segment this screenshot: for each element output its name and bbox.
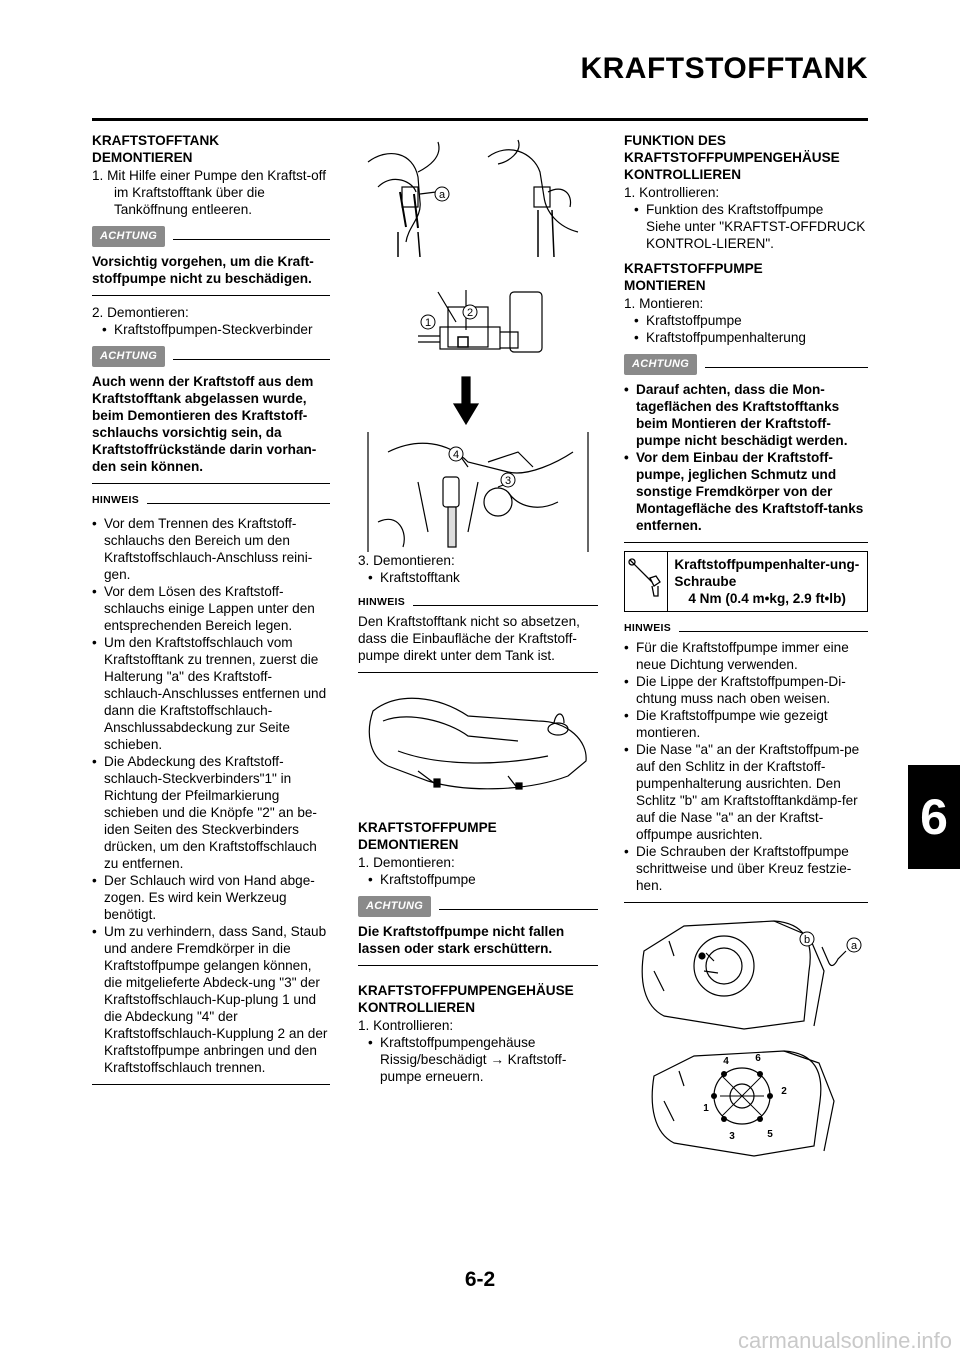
callout-2: 2	[466, 307, 474, 319]
achtung-box-2	[92, 346, 330, 484]
achtung-box-4	[624, 354, 868, 543]
achtung-box-3	[358, 896, 598, 966]
step-install-1: 1. Montieren:	[624, 296, 704, 311]
hinweis-item: • Die Lippe der Kraftstoffpumpen-Di-chtung muss nach oben weisen.	[624, 673, 868, 707]
hinweis-item: • Vor dem Trennen des Kraftstoff-schlauchs den Bereich um den Kraftstoffschlauch-Anschluss reini-gen.	[92, 515, 330, 583]
watermark: carmanualsonline.info	[737, 1328, 952, 1353]
step-install-1-bullet: • Kraftstoffpumpe	[624, 312, 868, 329]
hinweis-item: • Die Kraftstoffpumpe wie gezeigt montieren.	[624, 707, 868, 741]
step-check-1: 1. Kontrollieren:	[358, 1018, 454, 1033]
column-middle	[358, 132, 598, 1085]
achtung-box-1	[92, 226, 330, 296]
achtung-text: Vorsichtig vorgehen, um die Kraft-stoffpumpe nicht zu beschädigen.	[92, 254, 314, 286]
bolt-order-4: 4	[723, 1056, 729, 1067]
achtung-text: Die Kraftstoffpumpe nicht fallen lassen oder stark erschüttern.	[358, 924, 565, 956]
torque-item-name: Kraftstoffpumpenhalter-ung-Schraube	[674, 557, 860, 589]
section-heading-housing-check: KRAFTSTOFFPUMPENGEHÄUSE KONTROLLIEREN	[358, 983, 574, 1015]
step-3: 3. Demontieren:	[358, 553, 455, 568]
step-pump-1-bullet: • Kraftstoffpumpe	[358, 871, 598, 888]
bolt-order-1: 1	[703, 1103, 709, 1114]
page-title: KRAFTSTOFFTANK	[580, 52, 868, 85]
hinweis-box-2	[358, 594, 598, 673]
achtung-label: ACHTUNG	[92, 346, 165, 367]
column-right	[624, 132, 868, 1161]
hinweis-item: • Für die Kraftstoffpumpe immer eine neue Dichtung verwenden.	[624, 639, 868, 673]
column-left	[92, 132, 330, 1093]
step-pump-1: 1. Demontieren:	[358, 855, 455, 870]
bolt-order-2: 2	[781, 1086, 787, 1097]
hinweis-item: • Um zu verhindern, dass Sand, Staub und andere Fremdkörper in die Kraftstoffpumpe gelangen können, die mitgelieferte Abdeck-ung "3" der Kraftstoffschlauch-Kup-plung 1 und die Abdeckung "4" der Kraftstoffschlauch-Kupplung 2 an der Kraftstoffpumpe anbringen und den Kraftstoffschlauch trennen.	[92, 923, 330, 1076]
achtung-text: Auch wenn der Kraftstoff aus dem Kraftstofftank abgelassen wurde, beim Demontieren des Kraftstoff-schlauchs vorsichtig sein, da Kraftstoffrückstände darin vorhan-den sein können.	[92, 374, 317, 474]
bolt-order-5: 5	[767, 1129, 773, 1140]
hinweis-label: HINWEIS	[358, 596, 406, 608]
hinweis-box-1	[92, 492, 330, 1085]
chapter-tab: 6	[908, 765, 960, 869]
callout-1: 1	[424, 317, 432, 329]
achtung-item: • Vor dem Einbau der Kraftstoff-pumpe, jeglichen Schmutz und sonstige Fremdkörper von der Montagefläche des Kraftstoff-tanks entfernen.	[624, 449, 868, 534]
step-install-1-bullet: • Kraftstoffpumpenhalterung	[624, 329, 868, 346]
achtung-label: ACHTUNG	[358, 896, 431, 917]
callout-a: a	[438, 189, 446, 201]
bolt-order-6: 6	[755, 1053, 761, 1064]
step-check-1-result: Rissig/beschädigt → Kraftstoff-pumpe erneuern.	[380, 1052, 567, 1084]
step-1: 1. Mit Hilfe einer Pumpe den Kraftst-off im Kraftstofftank über die Tanköffnung entleeren.	[92, 168, 326, 217]
step-function-1: 1. Kontrollieren:	[624, 185, 720, 200]
callout-3: 3	[504, 475, 512, 487]
hinweis-item: • Die Nase "a" an der Kraftstoffpum-pe auf den Schlitz in der Kraftstoff-pumpenhalterung ausrichten. Den Schlitz "b" am Kraftstofftankdämp-fer auf die Nase "a" an der Kraftst-offpumpe ausrichten.	[624, 741, 868, 843]
step-3-bullet: • Kraftstofftank	[358, 569, 598, 586]
section-heading-function-check: FUNKTION DES KRAFTSTOFFPUMPENGEHÄUSE KONTROLLIEREN	[624, 133, 840, 182]
hinweis-label: HINWEIS	[624, 622, 672, 634]
callout-b: b	[803, 934, 811, 946]
step-function-1-ref: Siehe unter "KRAFTST-OFFDRUCK KONTROL-LIEREN".	[646, 219, 866, 251]
torque-spec-box	[624, 551, 868, 612]
hinweis-item: • Um den Kraftstoffschlauch vom Kraftstofftank zu trennen, zuerst die Halterung "a" des Kraftstoff-schlauch-Anschlusses entfernen und dann die Kraftstoffschlauch-Anschlussabdeckung zur Seite schieben.	[92, 634, 330, 753]
step-check-1-bullet: • Kraftstoffpumpengehäuse	[358, 1034, 598, 1051]
hinweis-text: Den Kraftstofftank nicht so absetzen, dass die Einbaufläche der Kraftstoff-pumpe direkt unter dem Tank ist.	[358, 614, 580, 663]
section-heading-pump-install: KRAFTSTOFFPUMPE MONTIEREN	[624, 261, 763, 293]
torque-value: 4 Nm (0.4 m•kg, 2.9 ft•lb)	[688, 591, 846, 606]
torque-wrench-icon	[625, 552, 668, 611]
section-heading-pump-removal: KRAFTSTOFFPUMPE DEMONTIEREN	[358, 820, 497, 852]
step-2: 2. Demontieren:	[92, 305, 189, 320]
step-2-bullet: • Kraftstoffpumpen-Steckverbinder	[92, 321, 330, 338]
title-divider	[92, 118, 868, 121]
bolt-order-3: 3	[729, 1131, 735, 1142]
hinweis-item: • Der Schlauch wird von Hand abge-zogen. Es wird kein Werkzeug benötigt.	[92, 872, 330, 923]
page-number: 6-2	[464, 1268, 496, 1291]
step-function-1-bullet: • Funktion des Kraftstoffpumpe	[624, 201, 868, 218]
achtung-item: • Darauf achten, dass die Mon-tageflächen des Kraftstofftanks beim Montieren der Kraftstoff-pumpe nicht beschädigt werden.	[624, 381, 868, 449]
fuel-pump-install-figure	[624, 911, 868, 1161]
fuel-tank-figure	[358, 681, 598, 811]
hinweis-item: • Die Schrauben der Kraftstoffpumpe schrittweise und über Kreuz festzie-hen.	[624, 843, 868, 894]
achtung-label: ACHTUNG	[624, 354, 697, 375]
hinweis-item: • Die Abdeckung des Kraftstoff-schlauch-Steckverbinders"1" in Richtung der Pfeilmarkierung schieben und die Knöpfe "2" an be-iden Seiten des Steckverbinders drücken, um den Kraftstoffschlauch zu entfernen.	[92, 753, 330, 872]
hinweis-box-3	[624, 620, 868, 903]
section-heading-tank-removal: KRAFTSTOFFTANK DEMONTIEREN	[92, 133, 220, 165]
fuel-hose-connector-figure	[358, 132, 598, 552]
callout-a: a	[850, 940, 858, 952]
hinweis-item: • Vor dem Lösen des Kraftstoff-schlauchs einige Lappen unter den entsprechenden Bereich legen.	[92, 583, 330, 634]
hinweis-label: HINWEIS	[92, 494, 140, 506]
callout-4: 4	[452, 449, 460, 461]
achtung-label: ACHTUNG	[92, 226, 165, 247]
